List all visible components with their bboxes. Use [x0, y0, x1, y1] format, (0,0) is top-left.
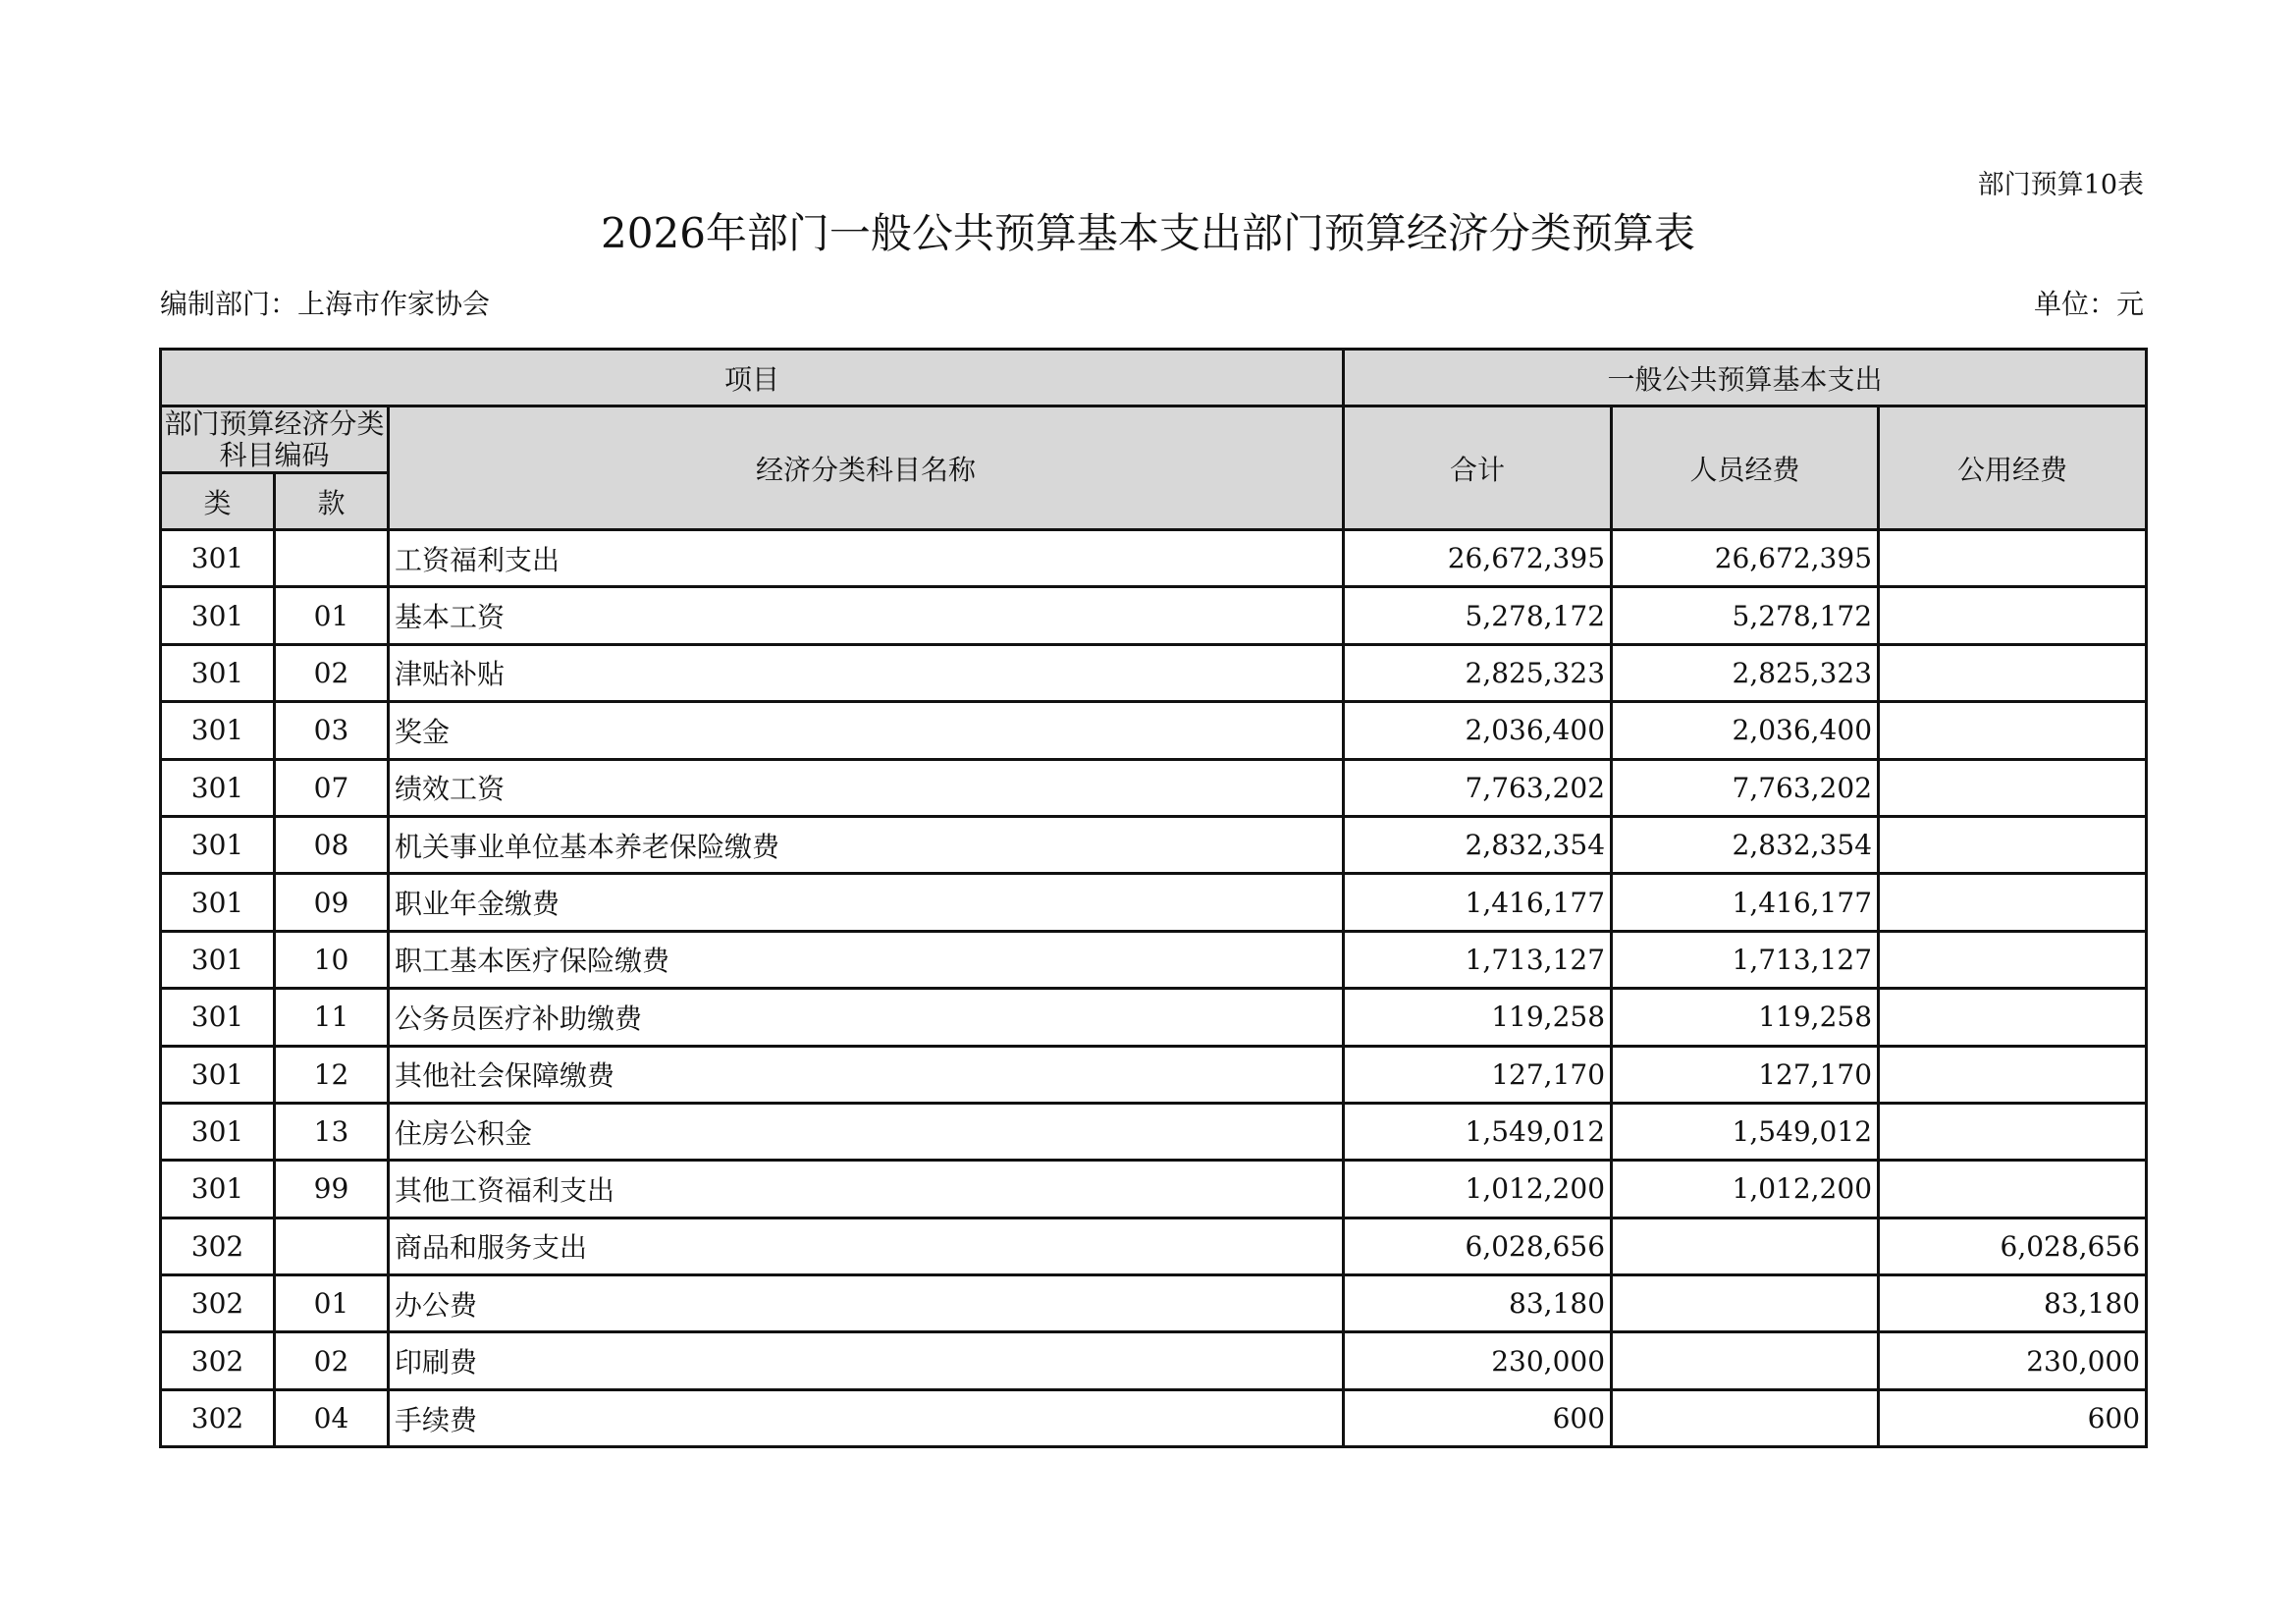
- header-kuan: 款: [275, 473, 389, 530]
- table-body: [161, 530, 2147, 1447]
- header-general-budget: 一般公共预算基本支出: [1344, 350, 2147, 406]
- cell-item-name: 其他工资福利支出: [389, 1161, 1344, 1218]
- cell-personnel: 2,832,354: [1612, 816, 1879, 873]
- cell-total: 7,763,202: [1344, 759, 1612, 816]
- table-row: [161, 1046, 2147, 1103]
- cell-public: [1879, 816, 2147, 873]
- cell-lei: 302: [161, 1332, 275, 1389]
- table-number: 部门预算10表: [1977, 170, 2144, 200]
- cell-item-name: 办公费: [389, 1275, 1344, 1332]
- table-row: [161, 1332, 2147, 1389]
- table-row: [161, 759, 2147, 816]
- cell-kuan: 09: [275, 874, 389, 931]
- cell-kuan: 08: [275, 816, 389, 873]
- table-row: [161, 989, 2147, 1046]
- cell-personnel: 119,258: [1612, 989, 1879, 1046]
- cell-public: [1879, 1046, 2147, 1103]
- cell-kuan: 01: [275, 1275, 389, 1332]
- cell-lei: 301: [161, 816, 275, 873]
- cell-total: 2,832,354: [1344, 816, 1612, 873]
- cell-personnel: 1,713,127: [1612, 931, 1879, 988]
- cell-kuan: 03: [275, 702, 389, 759]
- cell-public: [1879, 1103, 2147, 1160]
- cell-personnel: [1612, 1389, 1879, 1446]
- cell-public: [1879, 587, 2147, 644]
- table-row: [161, 530, 2147, 587]
- cell-public: [1879, 989, 2147, 1046]
- cell-personnel: 5,278,172: [1612, 587, 1879, 644]
- table-row: [161, 931, 2147, 988]
- table-row: [161, 702, 2147, 759]
- header-project: 项目: [161, 350, 1344, 406]
- cell-item-name: 基本工资: [389, 587, 1344, 644]
- cell-kuan: [275, 1218, 389, 1274]
- cell-kuan: 02: [275, 644, 389, 701]
- cell-public: 83,180: [1879, 1275, 2147, 1332]
- cell-personnel: 1,416,177: [1612, 874, 1879, 931]
- cell-total: 6,028,656: [1344, 1218, 1612, 1274]
- unit-label: 单位：元: [2033, 288, 2144, 320]
- cell-public: [1879, 530, 2147, 587]
- table-row: [161, 1161, 2147, 1218]
- cell-lei: 301: [161, 874, 275, 931]
- cell-kuan: 01: [275, 587, 389, 644]
- cell-total: 2,825,323: [1344, 644, 1612, 701]
- cell-total: 83,180: [1344, 1275, 1612, 1332]
- cell-personnel: [1612, 1332, 1879, 1389]
- cell-lei: 301: [161, 530, 275, 587]
- cell-item-name: 津贴补贴: [389, 644, 1344, 701]
- cell-kuan: 12: [275, 1046, 389, 1103]
- cell-lei: 301: [161, 587, 275, 644]
- cell-total: 1,549,012: [1344, 1103, 1612, 1160]
- cell-lei: 301: [161, 1046, 275, 1103]
- cell-lei: 301: [161, 759, 275, 816]
- cell-item-name: 印刷费: [389, 1332, 1344, 1389]
- cell-lei: 301: [161, 702, 275, 759]
- cell-kuan: 11: [275, 989, 389, 1046]
- cell-lei: 301: [161, 931, 275, 988]
- cell-personnel: 2,036,400: [1612, 702, 1879, 759]
- cell-public: 230,000: [1879, 1332, 2147, 1389]
- cell-total: 127,170: [1344, 1046, 1612, 1103]
- cell-lei: 302: [161, 1218, 275, 1274]
- table-row: [161, 587, 2147, 644]
- cell-item-name: 机关事业单位基本养老保险缴费: [389, 816, 1344, 873]
- cell-total: 1,416,177: [1344, 874, 1612, 931]
- cell-kuan: 10: [275, 931, 389, 988]
- header-personnel: 人员经费: [1612, 406, 1879, 530]
- cell-total: 26,672,395: [1344, 530, 1612, 587]
- cell-lei: 301: [161, 989, 275, 1046]
- cell-public: [1879, 644, 2147, 701]
- cell-total: 119,258: [1344, 989, 1612, 1046]
- cell-item-name: 手续费: [389, 1389, 1344, 1446]
- cell-total: 1,012,200: [1344, 1161, 1612, 1218]
- table-row: [161, 1275, 2147, 1332]
- cell-total: 2,036,400: [1344, 702, 1612, 759]
- cell-personnel: 2,825,323: [1612, 644, 1879, 701]
- cell-personnel: 1,549,012: [1612, 1103, 1879, 1160]
- cell-personnel: 127,170: [1612, 1046, 1879, 1103]
- header-public: 公用经费: [1879, 406, 2147, 530]
- cell-item-name: 公务员医疗补助缴费: [389, 989, 1344, 1046]
- cell-personnel: 1,012,200: [1612, 1161, 1879, 1218]
- cell-kuan: 07: [275, 759, 389, 816]
- cell-public: [1879, 759, 2147, 816]
- cell-public: [1879, 874, 2147, 931]
- cell-item-name: 职工基本医疗保险缴费: [389, 931, 1344, 988]
- cell-lei: 301: [161, 1103, 275, 1160]
- cell-public: [1879, 1161, 2147, 1218]
- header-item-name: 经济分类科目名称: [389, 406, 1344, 530]
- header-total: 合计: [1344, 406, 1612, 530]
- cell-kuan: 13: [275, 1103, 389, 1160]
- cell-total: 600: [1344, 1389, 1612, 1446]
- table-row: [161, 1389, 2147, 1446]
- cell-total: 230,000: [1344, 1332, 1612, 1389]
- cell-lei: 302: [161, 1389, 275, 1446]
- cell-item-name: 奖金: [389, 702, 1344, 759]
- cell-lei: 302: [161, 1275, 275, 1332]
- cell-kuan: 02: [275, 1332, 389, 1389]
- cell-public: [1879, 702, 2147, 759]
- cell-public: [1879, 931, 2147, 988]
- cell-item-name: 其他社会保障缴费: [389, 1046, 1344, 1103]
- cell-kuan: 04: [275, 1389, 389, 1446]
- cell-personnel: 7,763,202: [1612, 759, 1879, 816]
- cell-public: 600: [1879, 1389, 2147, 1446]
- cell-total: 5,278,172: [1344, 587, 1612, 644]
- cell-item-name: 工资福利支出: [389, 530, 1344, 587]
- table-row: [161, 644, 2147, 701]
- table-row: [161, 1218, 2147, 1274]
- cell-personnel: [1612, 1218, 1879, 1274]
- cell-lei: 301: [161, 644, 275, 701]
- cell-kuan: 99: [275, 1161, 389, 1218]
- cell-item-name: 住房公积金: [389, 1103, 1344, 1160]
- cell-public: 6,028,656: [1879, 1218, 2147, 1274]
- table-row: [161, 816, 2147, 873]
- cell-personnel: 26,672,395: [1612, 530, 1879, 587]
- budget-table: [159, 348, 2148, 1448]
- compiling-department: 编制部门：上海市作家协会: [160, 288, 491, 320]
- cell-kuan: [275, 530, 389, 587]
- cell-item-name: 商品和服务支出: [389, 1218, 1344, 1274]
- page-title: 2026年部门一般公共预算基本支出部门预算经济分类预算表: [601, 209, 1695, 257]
- cell-total: 1,713,127: [1344, 931, 1612, 988]
- table-row: [161, 874, 2147, 931]
- table-row: [161, 1103, 2147, 1160]
- cell-lei: 301: [161, 1161, 275, 1218]
- cell-personnel: [1612, 1275, 1879, 1332]
- header-code-group: 部门预算经济分类科目编码: [161, 406, 389, 473]
- cell-item-name: 职业年金缴费: [389, 874, 1344, 931]
- cell-item-name: 绩效工资: [389, 759, 1344, 816]
- header-lei: 类: [161, 473, 275, 530]
